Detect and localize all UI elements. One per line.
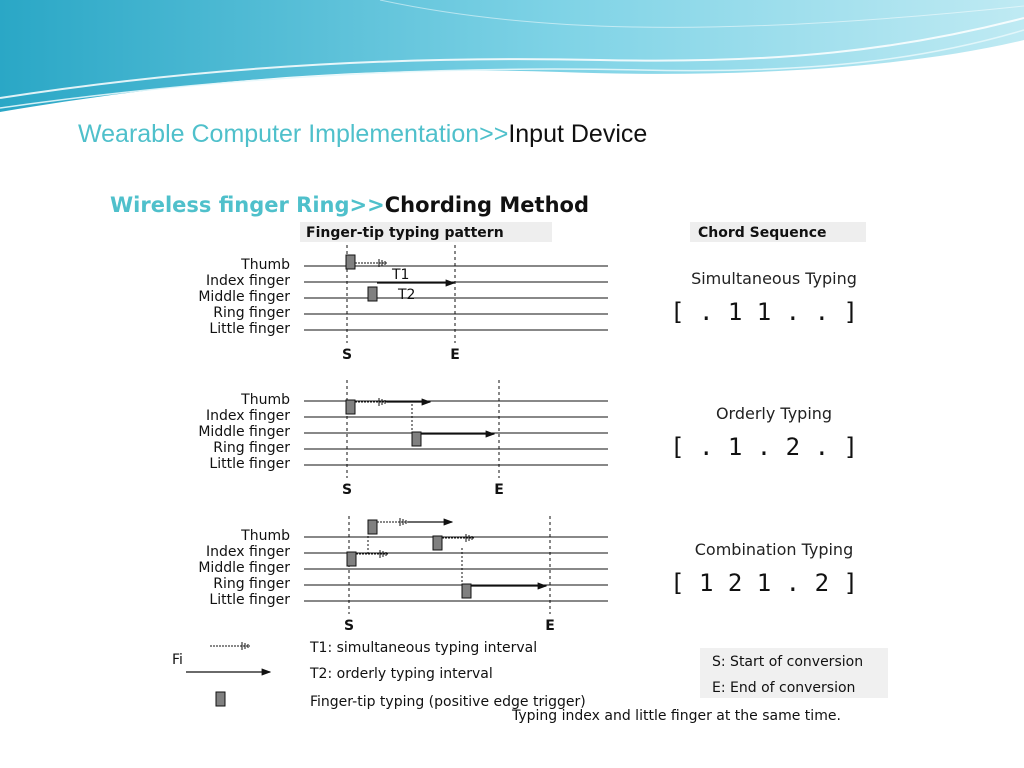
p3-press-middle xyxy=(347,552,356,566)
p3-finger-label-0: Thumb xyxy=(241,528,290,544)
breadcrumb-current: Input Device xyxy=(508,120,648,148)
breadcrumb xyxy=(78,120,647,149)
pattern-title: Finger-tip typing pattern xyxy=(306,225,504,241)
subtitle-current: Chording Method xyxy=(384,193,589,217)
legend-start: S: Start of conversion xyxy=(712,654,864,670)
p3-press-thumb xyxy=(368,520,377,534)
p3-sequence: [ 1 2 1 . 2 ] xyxy=(670,569,858,597)
chording-figure xyxy=(172,218,888,728)
p2-press-ring xyxy=(412,432,421,446)
p2-press-thumb xyxy=(346,400,355,414)
legend-cut-text: Fi xyxy=(172,652,183,668)
p2-end-label: E xyxy=(494,482,504,498)
p2-start-label: S xyxy=(341,482,353,498)
p1-press-middle xyxy=(368,287,377,301)
p3-end-label: E xyxy=(545,618,555,634)
p3-finger-label-3: Ring finger xyxy=(213,576,290,592)
legend-press: Finger-tip typing (positive edge trigger) xyxy=(310,694,586,710)
p3-mode-label: Combination Typing xyxy=(694,540,854,559)
p3-press-index xyxy=(433,536,442,550)
legend-press-swatch xyxy=(216,692,225,706)
p3-start-label: S xyxy=(343,618,355,634)
p1-press-thumb xyxy=(346,255,355,269)
p1-finger-label-1: Index finger xyxy=(206,273,290,289)
sequence-title: Chord Sequence xyxy=(698,225,827,241)
p1-finger-label-2: Middle finger xyxy=(198,289,290,305)
p2-finger-label-2: Middle finger xyxy=(198,424,290,440)
p2-finger-label-1: Index finger xyxy=(206,408,290,424)
header-wave-decoration xyxy=(0,0,1024,120)
p1-finger-label-4: Little finger xyxy=(209,321,290,337)
p3-finger-label-2: Middle finger xyxy=(198,560,290,576)
chording-diagram xyxy=(172,218,888,728)
p2-sequence: [ . 1 . 2 . ] xyxy=(670,433,858,461)
p3-finger-label-1: Index finger xyxy=(206,544,290,560)
p1-sequence: [ . 1 1 . . ] xyxy=(670,298,858,326)
p1-start-label: S xyxy=(341,347,353,363)
p2-mode-label: Orderly Typing xyxy=(715,404,833,423)
p2-finger-label-0: Thumb xyxy=(241,392,290,408)
p1-mode-label: Simultaneous Typing xyxy=(691,269,857,288)
legend-t1: T1: simultaneous typing interval xyxy=(310,640,538,656)
p3-press-little xyxy=(462,584,471,598)
p1-end-label: E xyxy=(450,347,460,363)
p1-finger-label-3: Ring finger xyxy=(213,305,290,321)
p2-finger-label-3: Ring finger xyxy=(213,440,290,456)
p3-finger-label-4: Little finger xyxy=(209,592,290,608)
section-subtitle xyxy=(110,193,593,217)
subtitle-parent: Wireless finger Ring>> xyxy=(110,193,385,217)
breadcrumb-parent: Wearable Computer Implementation>> xyxy=(78,120,509,148)
legend-end: E: End of conversion xyxy=(712,680,856,696)
p1-t2-label: T2 xyxy=(398,287,416,303)
p1-finger-label-0: Thumb xyxy=(241,257,290,273)
p2-finger-label-4: Little finger xyxy=(209,456,290,472)
figure-cut-caption: Typing index and little finger at the same time. xyxy=(512,708,841,724)
p1-t1-label: T1 xyxy=(392,267,410,283)
legend-t2: T2: orderly typing interval xyxy=(310,666,493,682)
